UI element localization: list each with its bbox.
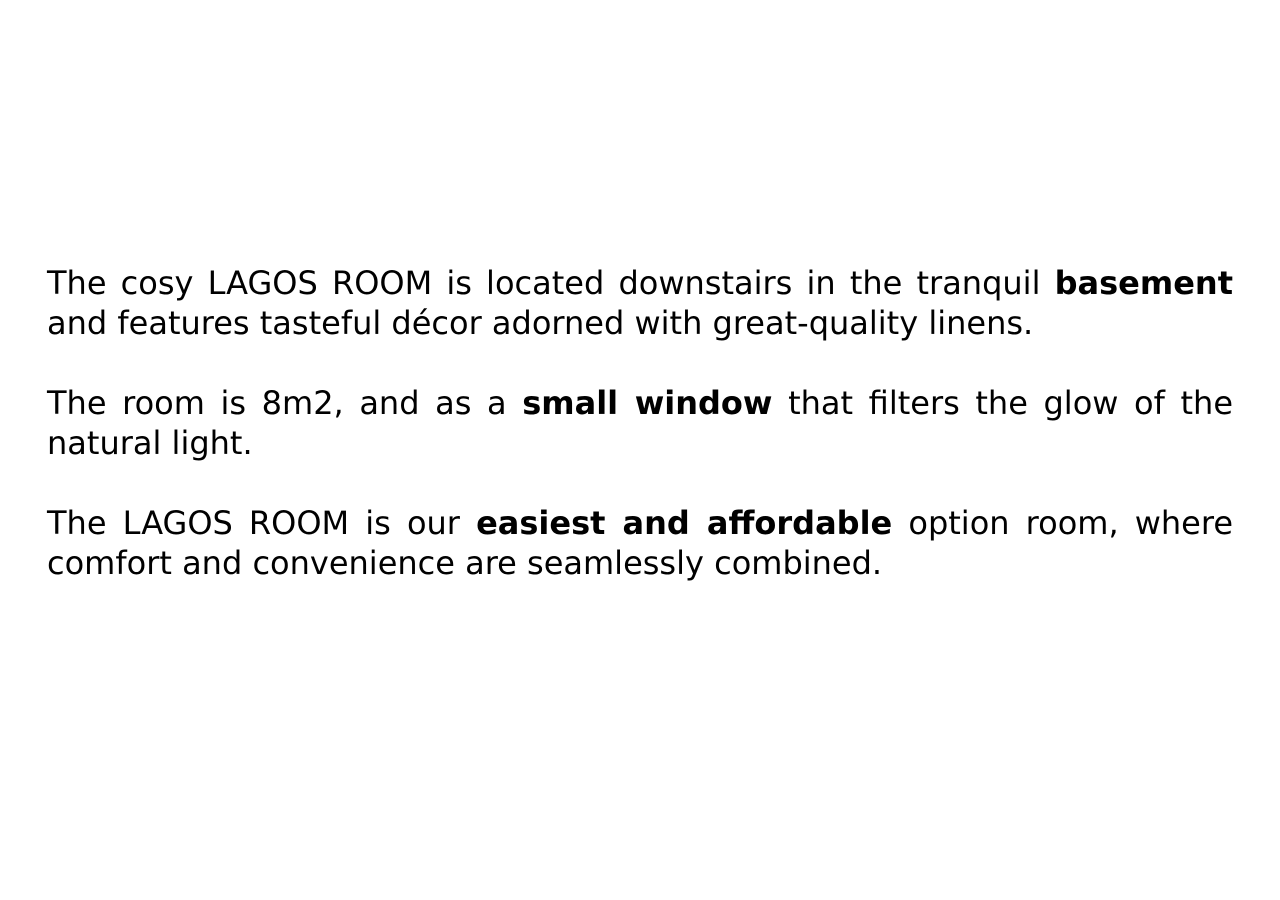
paragraph-text: The LAGOS ROOM is our <box>47 504 477 542</box>
paragraph-text: option room, where comfort and convenience are seamlessly combined. <box>47 504 1234 582</box>
paragraph-room-size <box>47 383 1233 463</box>
paragraph-room-option <box>47 503 1233 583</box>
emphasis-small-window: small window <box>522 384 773 422</box>
emphasis-easiest-affordable: easiest and affordable <box>476 504 893 542</box>
paragraph-text: that filters the glow of the natural light. <box>47 384 1234 462</box>
paragraph-room-location <box>47 263 1233 343</box>
paragraph-text: and features tasteful décor adorned with great-quality linens. <box>47 304 1034 342</box>
paragraph-text: The room is 8m2, and as a <box>47 384 523 422</box>
paragraph-text: The cosy LAGOS ROOM is located downstairs in the tranquil <box>47 264 1055 302</box>
emphasis-basement: basement <box>1054 264 1233 302</box>
document-body <box>47 263 1233 583</box>
